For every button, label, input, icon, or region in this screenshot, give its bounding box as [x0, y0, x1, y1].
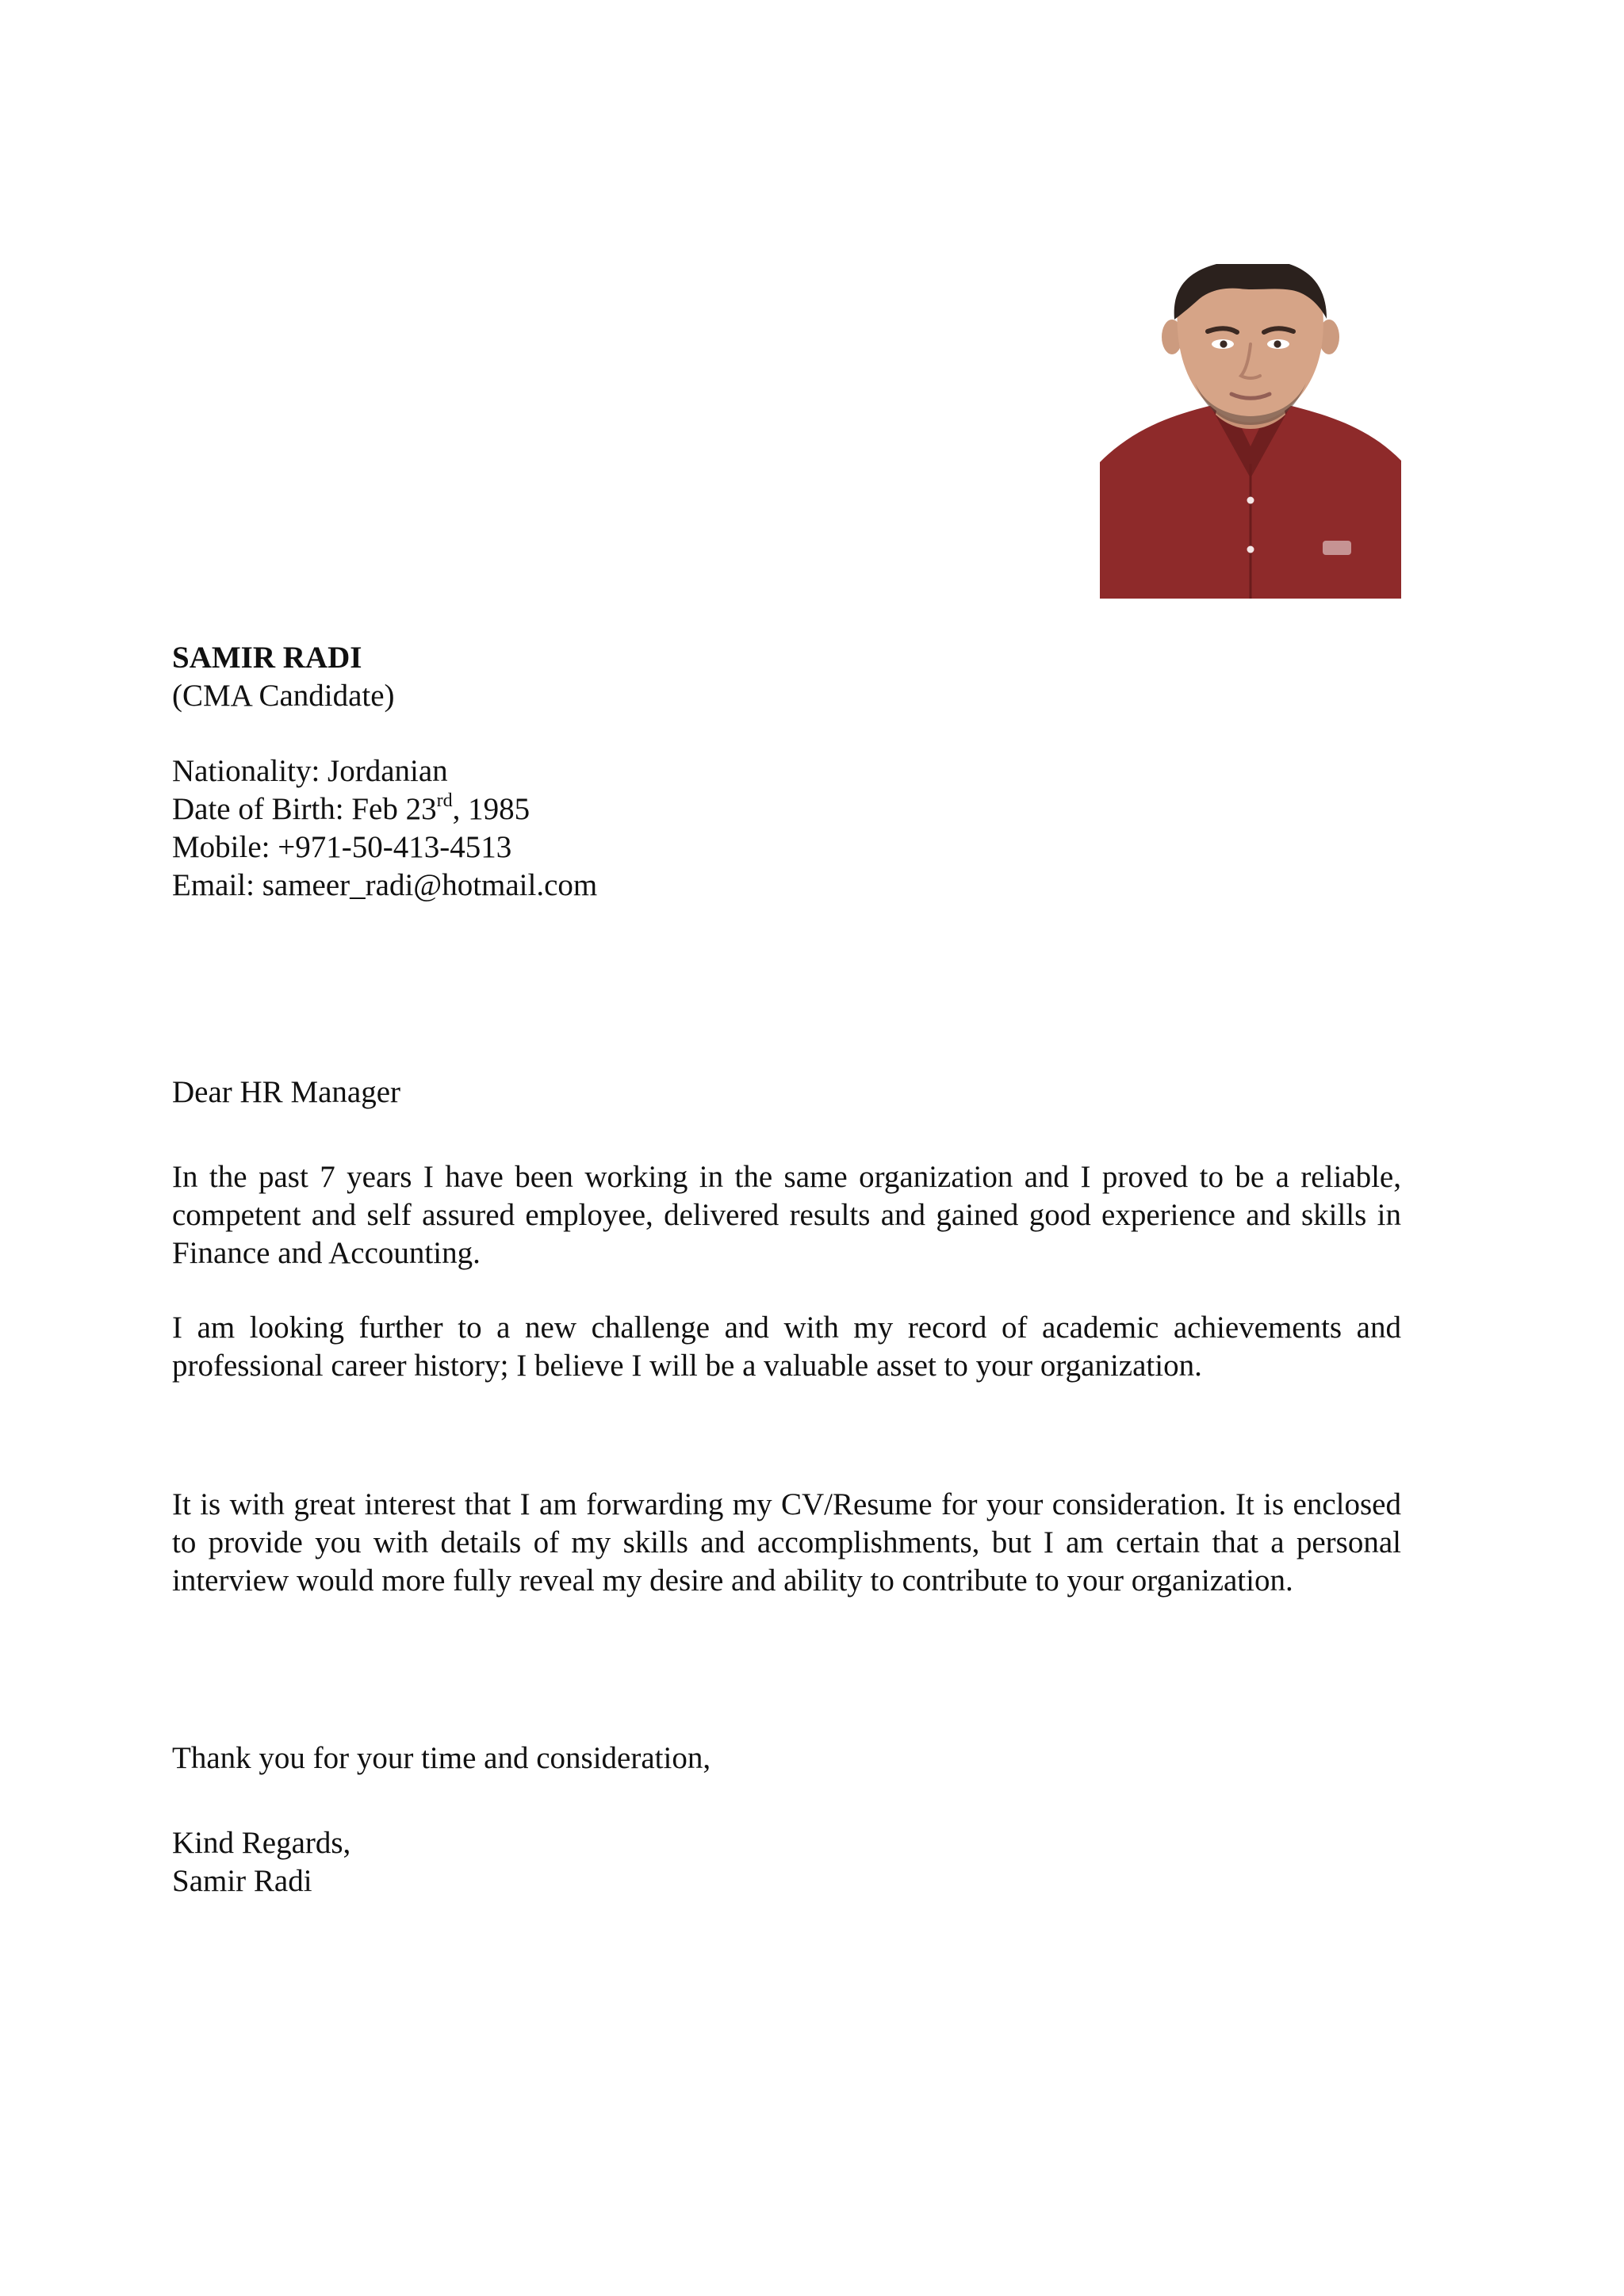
dob-suffix: , 1985	[452, 792, 530, 826]
personal-details	[172, 752, 1401, 905]
applicant-header	[172, 639, 1401, 715]
signature-block	[172, 1824, 1401, 1900]
applicant-name: SAMIR RADI	[172, 641, 362, 675]
pupil-shape	[1274, 340, 1281, 347]
shirt-button	[1247, 497, 1254, 504]
letter-paragraph-2: I am looking further to a new challenge and with my record of academic achievements and professional career history; I believe I will be a valuable asset to your organization.	[172, 1311, 1401, 1383]
salutation: Dear HR Manager	[172, 1075, 401, 1109]
letter-paragraph-1: In the past 7 years I have been working in the same organization and I proved to be a reliable, competent and self assured employee, delivered results and gained good experience and skills in Finance and Accounting.	[172, 1160, 1401, 1270]
shirt-button	[1247, 546, 1254, 553]
dob-prefix: Date of Birth: Feb 23	[172, 792, 437, 826]
thanks-line: Thank you for your time and consideration,	[172, 1741, 711, 1775]
nationality-line: Nationality: Jordanian	[172, 754, 448, 788]
pupil-shape	[1220, 340, 1227, 347]
signature-name: Samir Radi	[172, 1864, 312, 1898]
profile-photo-illustration	[1100, 264, 1401, 599]
closing-line: Kind Regards,	[172, 1826, 351, 1860]
email-line: Email: sameer_radi@hotmail.com	[172, 868, 598, 902]
profile-photo	[1100, 264, 1401, 599]
dob-superscript: rd	[436, 790, 453, 811]
mobile-line: Mobile: +971-50-413-4513	[172, 830, 512, 864]
date-of-birth-line	[172, 790, 1401, 828]
letter-paragraph-3: It is with great interest that I am forwarding my CV/Resume for your consideration. It is enclosed to provide you with details of my skills and accomplishments, but I am certain that a personal interview would more fully reveal my desire and ability to contribute to your organization.	[172, 1487, 1401, 1598]
shirt-logo	[1323, 541, 1351, 555]
applicant-title: (CMA Candidate)	[172, 679, 395, 713]
